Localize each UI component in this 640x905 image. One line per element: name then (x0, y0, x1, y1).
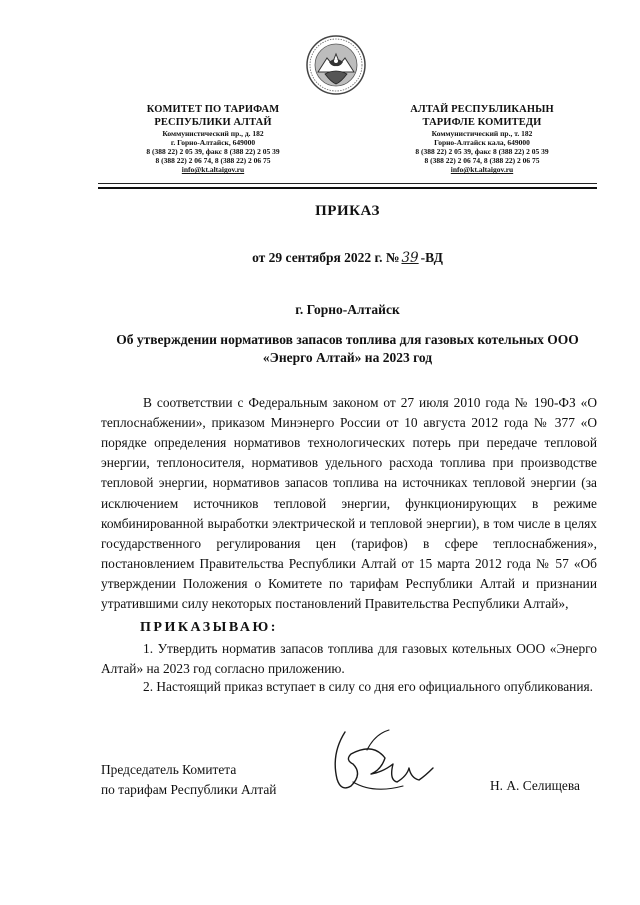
order-keyword: ПРИКАЗЫВАЮ: (140, 620, 278, 635)
phones-alt-2: 8 (388 22) 2 06 74, 8 (388 22) 2 06 75 (424, 156, 540, 166)
handwritten-signature (323, 724, 438, 806)
address-alt: Коммунистический пр., т. 182 (431, 129, 533, 139)
header-left (113, 104, 313, 174)
email-ru: info@kt.altaigov.ru (181, 165, 245, 175)
order-number-suffix: -ВД (420, 250, 443, 265)
email-alt: info@kt.altaigov.ru (450, 165, 514, 175)
phones-ru-1: 8 (388 22) 2 05 39, факс 8 (388 22) 2 05 39 (146, 147, 280, 157)
order-item-1: 1. Утвердить норматив запасов топлива для газовых котельных ООО «Энерго Алтай» на 2023 год согласно приложению. (101, 641, 597, 677)
signatory-position-line2: по тарифам Республики Алтай (101, 782, 277, 798)
city-ru: г. Горно-Алтайск, 649000 (170, 138, 256, 148)
order-date-number (98, 250, 597, 266)
header-divider-thick (98, 187, 597, 189)
org-name-ru-line2: РЕСПУБЛИКИ АЛТАЙ (154, 116, 272, 128)
order-item-2: 2. Настоящий приказ вступает в силу со дня его официального опубликования. (143, 679, 593, 694)
address-ru: Коммунистический пр., д. 182 (162, 129, 264, 139)
header-divider-thin (98, 183, 597, 184)
city-alt: Горно-Алтайск кала, 649000 (434, 138, 530, 148)
org-name-ru-line1: КОМИТЕТ ПО ТАРИФАМ (146, 104, 280, 115)
document-title: ПРИКАЗ (315, 203, 380, 219)
org-name-alt-line1: АЛТАЙ РЕСПУБЛИКАНЫН (410, 104, 554, 115)
signatory-position-line1: Председатель Комитета (101, 762, 237, 777)
signatory-name: Н. А. Селищева (490, 778, 580, 793)
order-date-prefix: от 29 сентября 2022 г. № (252, 250, 400, 265)
header-right (382, 104, 582, 174)
preamble-paragraph: В соответствии с Федеральным законом от 27 июля 2010 года № 190-ФЗ «О теплоснабжении», приказом Минэнерго России от 10 августа 2012 года № 377 «О порядке определения нормативов технологических потерь при передаче тепловой энергии, теплоносителя, нормативов удельного расхода топлива при производстве тепловой энергии, нормативов запасов топлива на источниках тепловой энергии (за исключением источников тепловой энергии, функционирующих в режиме комбинированной выработки электрической и тепловой энергии), в том числе в целях государственного регулирования цен (тарифов) в сфере теплоснабжения», постановлением Правительства Республики Алтай от 15 марта 2012 года № 57 «Об утверждении Положения о Комитете по тарифам Республики Алтай и признании утратившими силу некоторых постановлений Правительства Республики Алтай», (101, 395, 597, 612)
order-subject: Об утверждении нормативов запасов топлива для газовых котельных ООО «Энерго Алтай» на 2023 год (116, 332, 579, 365)
issue-city: г. Горно-Алтайск (295, 302, 400, 317)
phones-ru-2: 8 (388 22) 2 06 74, 8 (388 22) 2 06 75 (155, 156, 271, 166)
org-name-alt-line2: ТАРИФЛЕ КОМИТЕДИ (422, 116, 542, 128)
order-number-handwritten: 39 (401, 250, 419, 266)
coat-of-arms-emblem (305, 34, 367, 96)
phones-alt-1: 8 (388 22) 2 05 39, факс 8 (388 22) 2 05 39 (415, 147, 549, 157)
signatory-position (101, 760, 276, 800)
